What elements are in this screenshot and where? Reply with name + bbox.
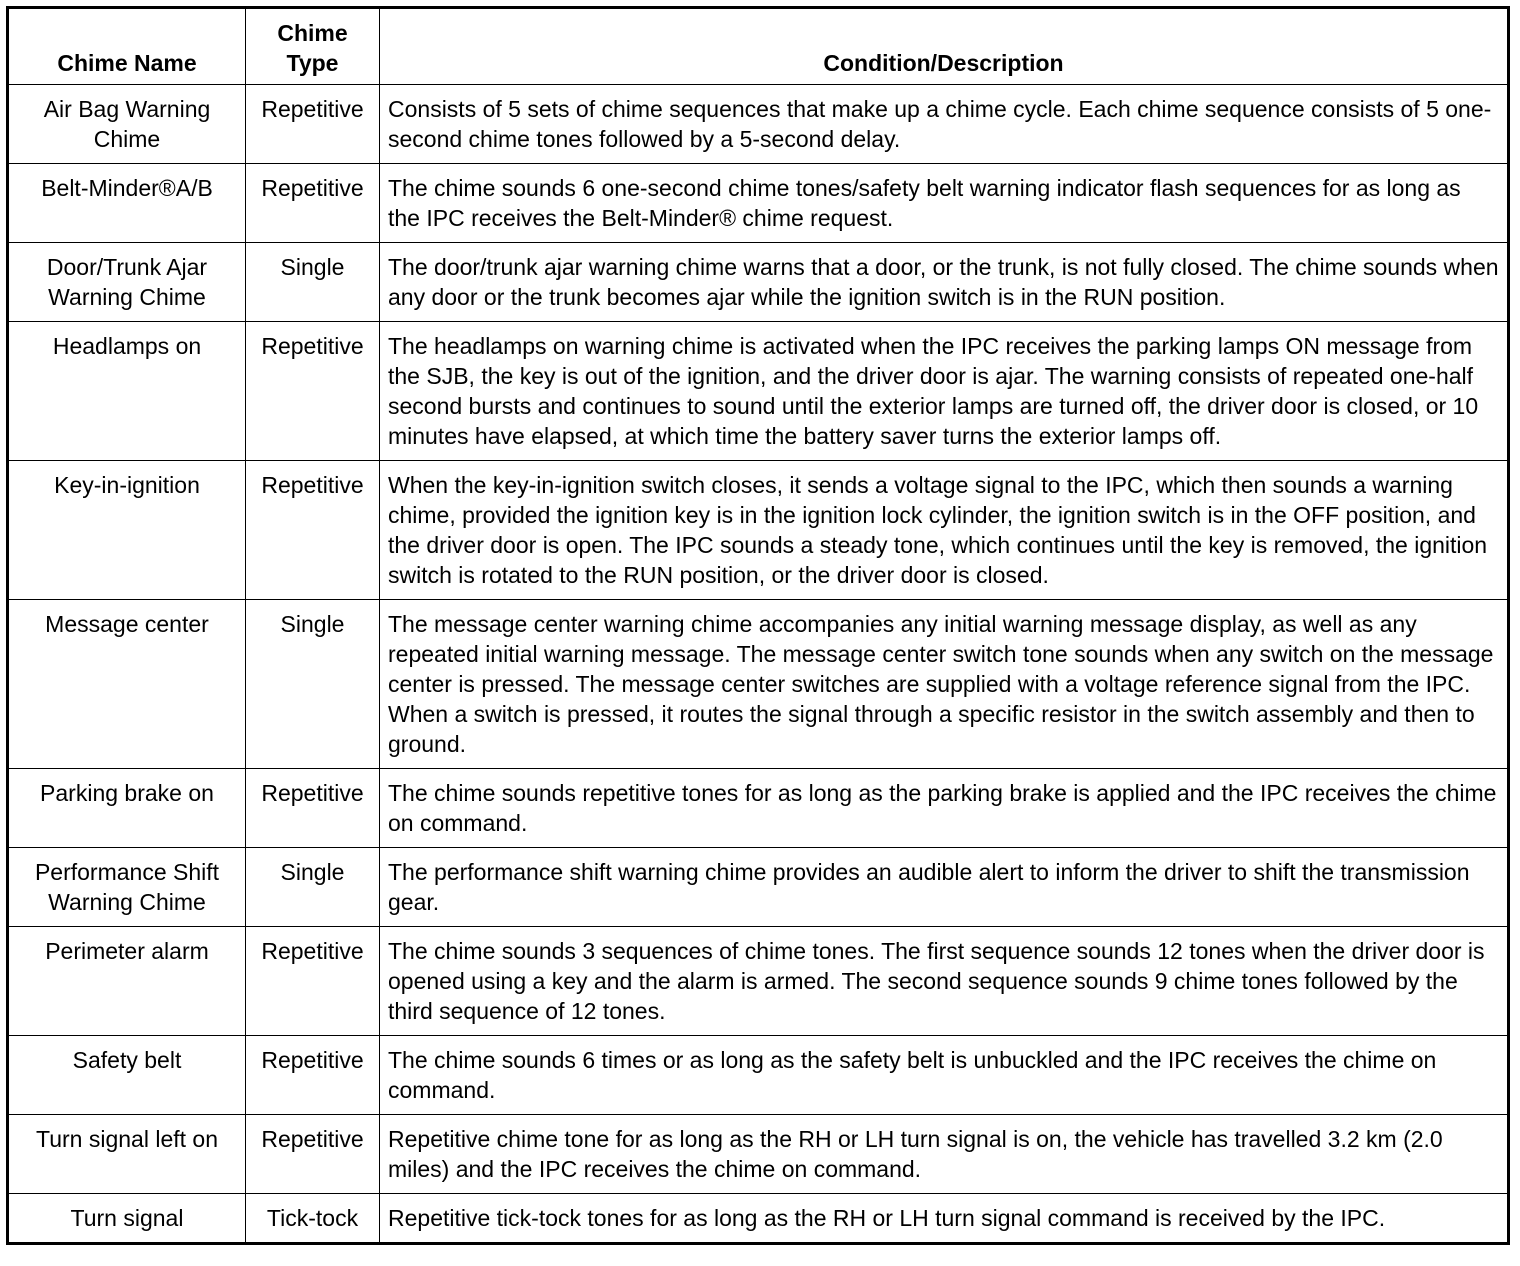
chime-name-cell: Perimeter alarm [8, 927, 246, 1036]
chime-table [6, 6, 1510, 1245]
chime-description-cell: When the key-in-ignition switch closes, it sends a voltage signal to the IPC, which then sounds a warning chime, provided the ignition key is in the ignition lock cylinder, the ignition switch is in the OFF position, and the driver door is open. The IPC sounds a steady tone, which continues until the key is removed, the ignition switch is rotated to the RUN position, or the driver door is closed. [380, 461, 1509, 600]
chime-type-cell: Repetitive [246, 164, 380, 243]
chime-type-cell: Repetitive [246, 1115, 380, 1194]
chime-name-cell: Performance Shift Warning Chime [8, 848, 246, 927]
header-chime-type: Chime Type [246, 8, 380, 85]
chime-type-cell: Repetitive [246, 322, 380, 461]
chime-description-cell: The door/trunk ajar warning chime warns that a door, or the trunk, is not fully closed. The chime sounds when any door or the trunk becomes ajar while the ignition switch is in the RUN position. [380, 243, 1509, 322]
table-row [8, 164, 1509, 243]
chime-description-cell: The chime sounds 6 times or as long as the safety belt is unbuckled and the IPC receives the chime on command. [380, 1036, 1509, 1115]
chime-type-cell: Repetitive [246, 1036, 380, 1115]
table-row [8, 600, 1509, 769]
table-row [8, 769, 1509, 848]
chime-description-cell: Consists of 5 sets of chime sequences that make up a chime cycle. Each chime sequence consists of 5 one-second chime tones followed by a 5-second delay. [380, 85, 1509, 164]
table-body [8, 85, 1509, 1244]
chime-name-cell: Message center [8, 600, 246, 769]
chime-type-cell: Single [246, 848, 380, 927]
chime-type-cell: Repetitive [246, 85, 380, 164]
chime-name-cell: Belt-Minder®A/B [8, 164, 246, 243]
chime-name-cell: Turn signal left on [8, 1115, 246, 1194]
chime-type-cell: Repetitive [246, 769, 380, 848]
chime-type-cell: Single [246, 600, 380, 769]
chime-type-cell: Repetitive [246, 927, 380, 1036]
table-row [8, 243, 1509, 322]
table-row [8, 1115, 1509, 1194]
chime-name-cell: Turn signal [8, 1194, 246, 1244]
chime-name-cell: Parking brake on [8, 769, 246, 848]
table-row [8, 1194, 1509, 1244]
chime-name-cell: Headlamps on [8, 322, 246, 461]
chime-name-cell: Key-in-ignition [8, 461, 246, 600]
header-chime-name: Chime Name [8, 8, 246, 85]
chime-description-cell: The performance shift warning chime provides an audible alert to inform the driver to shift the transmission gear. [380, 848, 1509, 927]
chime-description-cell: The chime sounds 6 one-second chime tones/safety belt warning indicator flash sequences for as long as the IPC receives the Belt-Minder® chime request. [380, 164, 1509, 243]
table-row [8, 1036, 1509, 1115]
chime-type-cell: Single [246, 243, 380, 322]
table-row [8, 848, 1509, 927]
chime-description-cell: Repetitive chime tone for as long as the RH or LH turn signal is on, the vehicle has travelled 3.2 km (2.0 miles) and the IPC receives the chime on command. [380, 1115, 1509, 1194]
table-row [8, 461, 1509, 600]
table-row [8, 322, 1509, 461]
chime-description-cell: The chime sounds 3 sequences of chime tones. The first sequence sounds 12 tones when the driver door is opened using a key and the alarm is armed. The second sequence sounds 9 chime tones followed by the third sequence of 12 tones. [380, 927, 1509, 1036]
chime-name-cell: Safety belt [8, 1036, 246, 1115]
table-row [8, 85, 1509, 164]
table-row [8, 927, 1509, 1036]
chime-description-cell: The headlamps on warning chime is activated when the IPC receives the parking lamps ON message from the SJB, the key is out of the ignition, and the driver door is ajar. The warning consists of repeated one-half second bursts and continues to sound until the exterior lamps are turned off, the driver door is closed, or 10 minutes have elapsed, at which time the battery saver turns the exterior lamps off. [380, 322, 1509, 461]
chime-description-cell: Repetitive tick-tock tones for as long as the RH or LH turn signal command is received by the IPC. [380, 1194, 1509, 1244]
chime-type-cell: Tick-tock [246, 1194, 380, 1244]
chime-type-cell: Repetitive [246, 461, 380, 600]
chime-description-cell: The message center warning chime accompanies any initial warning message display, as well as any repeated initial warning message. The message center switch tone sounds when any switch on the message center is pressed. The message center switches are supplied with a voltage reference signal from the IPC. When a switch is pressed, it routes the signal through a specific resistor in the switch assembly and then to ground. [380, 600, 1509, 769]
header-condition-description: Condition/Description [380, 8, 1509, 85]
chime-name-cell: Air Bag Warning Chime [8, 85, 246, 164]
chime-name-cell: Door/Trunk Ajar Warning Chime [8, 243, 246, 322]
table-header-row [8, 8, 1509, 85]
chime-description-cell: The chime sounds repetitive tones for as long as the parking brake is applied and the IPC receives the chime on command. [380, 769, 1509, 848]
